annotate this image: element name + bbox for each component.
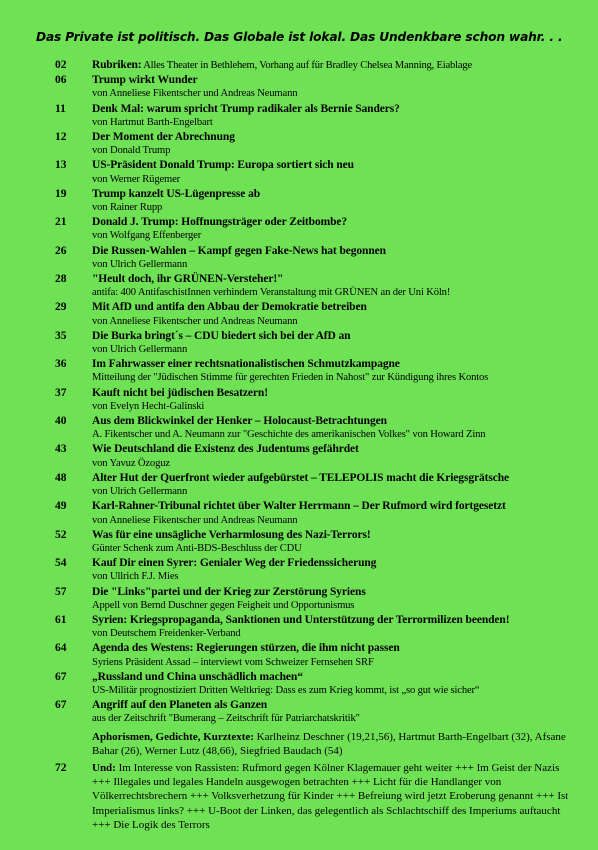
toc-entry[interactable]	[55, 613, 575, 641]
entry-body	[92, 215, 575, 243]
rubriken-text: Alles Theater in Bethlehem, Vorhang auf für Bradley Chelsea Manning, Eiablage	[141, 60, 472, 71]
entry-body	[92, 499, 575, 527]
toc-entry-final[interactable]	[55, 761, 575, 832]
page-number: 19	[55, 187, 67, 200]
entry-body	[92, 442, 575, 470]
article-title: Karl-Rahner-Tribunal richtet über Walter Herrmann – Der Rufmord wird fortgesetzt	[92, 500, 506, 513]
article-byline: Günter Schenk zum Anti-BDS-Beschluss der CDU	[92, 542, 302, 554]
toc-entry[interactable]	[55, 414, 575, 442]
toc-entry[interactable]	[55, 499, 575, 527]
article-byline: von Anneliese Fikentscher und Andreas Neumann	[92, 315, 298, 327]
rubriken-line	[92, 58, 575, 73]
article-byline: Appell von Bernd Duschner gegen Feigheit und Opportunismus	[92, 599, 355, 611]
article-title: Wie Deutschland die Existenz des Judentums gefährdet	[92, 443, 359, 456]
article-title: Die Russen-Wahlen – Kampf gegen Fake-News hat begonnen	[92, 244, 386, 257]
entry-body	[92, 73, 575, 101]
article-title: Donald J. Trump: Hoffnungsträger oder Zeitbombe?	[92, 216, 348, 229]
page-number: 67	[55, 670, 67, 683]
page-number: 40	[55, 415, 67, 428]
page-number: 28	[55, 273, 67, 286]
article-title: Was für eine unsägliche Verharmlosung des Nazi-Terrors!	[92, 528, 371, 541]
article-byline: von Ulrich Gellermann	[92, 344, 188, 356]
article-byline: US-Militär prognostiziert Dritten Weltkrieg: Dass es zum Krieg kommt, ist „so gut wie sicher“	[92, 684, 480, 696]
page-number: 52	[55, 528, 67, 541]
entry-body	[92, 357, 575, 385]
aphorismen-paragraph	[92, 730, 575, 758]
toc-entry[interactable]	[55, 357, 575, 385]
aphorismen-text: Karlheinz Deschner (19,21,56), Hartmut Barth-Engelbart (32), Afsane Bahar (26), Werner Lutz (48,66), Siegfried Baudach (54)	[92, 730, 566, 757]
toc-entry[interactable]	[55, 442, 575, 470]
article-byline: Mitteilung der "Jüdischen Stimme für gerechten Frieden in Nahost" zur Kündigung ihres Kontos	[92, 372, 489, 384]
toc-entry[interactable]	[55, 698, 575, 726]
page-number: 06	[55, 74, 67, 87]
article-byline: von Rainer Rupp	[92, 202, 163, 214]
article-title: Mit AfD und antifa den Abbau der Demokratie betreiben	[92, 301, 367, 314]
article-byline: von Anneliese Fikentscher und Andreas Neumann	[92, 514, 298, 526]
article-byline: von Deutschem Freidenker-Verband	[92, 628, 241, 640]
page-number: 11	[55, 102, 66, 115]
page-number: 61	[55, 613, 67, 626]
article-title: Kauft nicht bei jüdischen Besatzern!	[92, 386, 268, 399]
article-byline: A. Fikentscher und A. Neumann zur "Geschichte des amerikanischen Volkes" von Howard Zinn	[92, 429, 486, 441]
toc-entries	[55, 73, 575, 726]
toc-entry[interactable]	[55, 329, 575, 357]
entry-body	[92, 556, 575, 584]
entry-body	[92, 102, 575, 130]
final-text: Im Interesse von Rassisten: Rufmord gegen Kölner Klagemauer geht weiter +++ Im Geist der Nazis +++ Illegales und legales Handeln ausgewogen betrachten +++ Licht für die Handlanger von Völkerrechtsbrechern +++ Volksverhetzung für Kinder +++ Befreiung wird jetzt Eroberung genannt +++ Ist Imperialismus links? +++ U-Boot der Linken, das gelegentlich als Schlachtschiff des Imperiums auftaucht +++ Die Logik des Terrors	[92, 761, 569, 831]
article-byline: von Ulrich Gellermann	[92, 258, 188, 270]
page-number: 36	[55, 358, 67, 371]
article-byline: von Ullrich F.J. Mies	[92, 571, 179, 583]
entry-body	[92, 641, 575, 669]
final-label: Und:	[92, 761, 116, 774]
article-byline: aus der Zeitschrift "Bumerang – Zeitschrift für Patriarchatskritik"	[92, 713, 360, 725]
rubriken-label: Rubriken:	[92, 59, 142, 71]
page-number: 64	[55, 642, 67, 655]
page-number: 29	[55, 301, 67, 314]
toc-entry[interactable]	[55, 187, 575, 215]
article-title: Syrien: Kriegspropaganda, Sanktionen und Unterstützung der Terrormilizen beenden!	[92, 613, 510, 626]
aphorismen-label: Aphorismen, Gedichte, Kurztexte:	[92, 730, 254, 743]
toc-entry[interactable]	[55, 215, 575, 243]
toc-entry[interactable]	[55, 641, 575, 669]
toc-entry[interactable]	[55, 272, 575, 300]
page-number: 67	[55, 699, 67, 712]
final-paragraph	[92, 761, 575, 832]
entry-body	[92, 130, 575, 158]
article-title: Agenda des Westens: Regierungen stürzen, die ihm nicht passen	[92, 642, 400, 655]
article-title: Aus dem Blickwinkel der Henker – Holocaust-Betrachtungen	[92, 415, 387, 428]
article-title: Im Fahrwasser einer rechtsnationalistischen Schmutzkampagne	[92, 358, 400, 371]
toc-entry[interactable]	[55, 585, 575, 613]
page-number: 54	[55, 557, 67, 570]
motto-heading: Das Private ist politisch. Das Globale ist lokal. Das Undenkbare schon wahr. . .	[36, 30, 563, 44]
page-number: 13	[55, 159, 67, 172]
page-number: 49	[55, 500, 67, 513]
toc-entry[interactable]	[55, 102, 575, 130]
page-number: 37	[55, 386, 67, 399]
entry-body	[92, 414, 575, 442]
article-byline: antifa: 400 AntifaschistInnen verhindern Veranstaltung mit GRÜNEN an der Uni Köln!	[92, 287, 451, 299]
toc-entry[interactable]	[55, 73, 575, 101]
article-title: Der Moment der Abrechnung	[92, 131, 235, 144]
article-byline: von Hartmut Barth-Engelbart	[92, 116, 213, 128]
article-byline: Syriens Präsident Assad – interviewt vom Schweizer Fernsehen SRF	[92, 656, 374, 668]
page-number: 48	[55, 471, 67, 484]
page-number: 43	[55, 443, 67, 456]
entry-body	[92, 386, 575, 414]
entry-body	[92, 528, 575, 556]
article-byline: von Ulrich Gellermann	[92, 486, 188, 498]
entry-body	[92, 187, 575, 215]
article-title: Trump kanzelt US-Lügenpresse ab	[92, 187, 261, 200]
toc-entry[interactable]	[55, 670, 575, 698]
entry-body	[92, 158, 575, 186]
article-title: Trump wirkt Wunder	[92, 74, 198, 87]
page-number: 21	[55, 216, 67, 229]
entry-body	[92, 698, 575, 726]
article-title: Alter Hut der Querfront wieder aufgebürstet – TELEPOLIS macht die Kriegsgrätsche	[92, 471, 510, 484]
article-title: Angriff auf den Planeten als Ganzen	[92, 699, 268, 712]
toc-entry[interactable]	[55, 244, 575, 272]
article-byline: von Werner Rügemer	[92, 173, 181, 185]
article-byline: von Wolfgang Effenberger	[92, 230, 202, 242]
toc-entry-rubriken[interactable]	[55, 58, 575, 73]
toc-entry-aphorismen[interactable]	[55, 730, 575, 758]
article-title: Denk Mal: warum spricht Trump radikaler als Bernie Sanders?	[92, 102, 400, 115]
article-title: Kauf Dir einen Syrer: Genialer Weg der Friedenssicherung	[92, 557, 377, 570]
entry-body	[92, 670, 575, 698]
entry-body	[92, 329, 575, 357]
page-number: 02	[55, 59, 67, 71]
article-title: "Heult doch, ihr GRÜNEN-Versteher!"	[92, 273, 284, 286]
article-byline: von Donald Trump	[92, 145, 171, 157]
toc-entry[interactable]	[55, 300, 575, 328]
entry-body	[92, 585, 575, 613]
toc-entry[interactable]	[55, 471, 575, 499]
article-title: US-Präsident Donald Trump: Europa sortiert sich neu	[92, 159, 354, 172]
page-number: 12	[55, 131, 67, 144]
entry-body	[92, 613, 575, 641]
toc-entry[interactable]	[55, 158, 575, 186]
page-number: 72	[55, 761, 67, 774]
entry-body	[92, 272, 575, 300]
entry-body	[92, 300, 575, 328]
article-byline: von Anneliese Fikentscher und Andreas Neumann	[92, 88, 298, 100]
toc-entry[interactable]	[55, 528, 575, 556]
article-title: „Russland und China unschädlich machen“	[92, 670, 303, 683]
page-number: 35	[55, 329, 67, 342]
toc-entry[interactable]	[55, 556, 575, 584]
table-of-contents	[55, 58, 575, 832]
entry-body	[92, 244, 575, 272]
toc-entry[interactable]	[55, 386, 575, 414]
article-byline: von Yavuz Özoguz	[92, 457, 170, 469]
toc-entry[interactable]	[55, 130, 575, 158]
entry-body	[92, 471, 575, 499]
article-title: Die Burka bringt´s – CDU biedert sich bei der AfD an	[92, 329, 351, 342]
article-title: Die "Links"partei und der Krieg zur Zerstörung Syriens	[92, 585, 366, 598]
article-byline: von Evelyn Hecht-Galinski	[92, 400, 205, 412]
page-number: 26	[55, 244, 67, 257]
page-number: 57	[55, 585, 67, 598]
